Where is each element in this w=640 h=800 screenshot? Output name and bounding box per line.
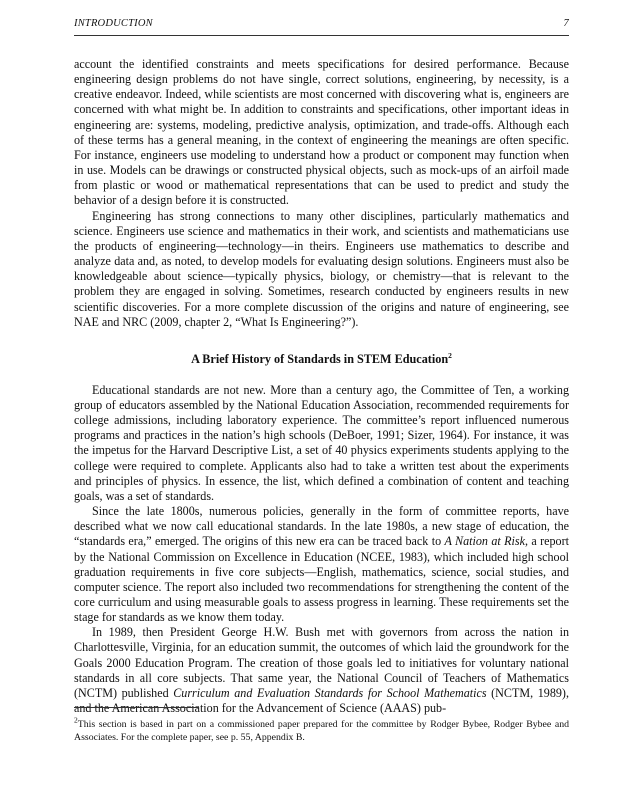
paragraph: Educational standards are not new. More than a century ago, the Committee of Ten, a working group of educators assembled by the National Education Association, recommended requirements for college admissions, including laboratory experience. The committee’s report influenced numerous programs and practices in the nation’s high schools (DeBoer, 1991; Sizer, 1964). For instance, it was the impetus for the Harvard Descriptive List, a set of 40 physics experiments students applying to the college were required to complete. Applicants also had to take a written test about the experiments and principles of physics. In essence, the list, which defined a combination of content and teaching goals, was a set of standards. bbox=[74, 382, 569, 503]
main-text bbox=[74, 57, 569, 716]
section-heading-text: A Brief History of Standards in STEM Education bbox=[191, 351, 449, 366]
cited-title: A Nation at Risk bbox=[444, 534, 525, 549]
section-title: INTRODUCTION bbox=[74, 18, 153, 29]
footnote-rule bbox=[74, 707, 198, 708]
footnote-reference: 2 bbox=[448, 350, 452, 360]
paragraph: Engineering has strong connections to many other disciplines, particularly mathematics and science. Engineers use science and mathematics in their work, and scientists and mathematicians use the products of engineering—technology—in theirs. Engineers use mathematics to describe and analyze data and, as noted, to develop models for evaluating design solutions. Engineers must also be knowledgeable about science—typically physics, biology, or chemistry—that is relevant to the problem they are engaged in solving. Sometimes, research conducted by engineers results in new scientific discoveries. For a more complete discussion of the origins and nature of engineering, see NAE and NRC (2009, chapter 2, “What Is Engineering?”). bbox=[74, 208, 569, 329]
page-number: 7 bbox=[563, 18, 569, 29]
paragraph bbox=[74, 504, 569, 625]
section-heading bbox=[74, 352, 569, 367]
footnote-text: This section is based in part on a commissioned paper prepared for the committee by Rodger Bybee, Rodger Bybee and Associates. For the complete paper, see p. 55, Appendix B. bbox=[74, 719, 569, 743]
footnote-mark: 2 bbox=[74, 715, 78, 725]
paragraph-text: In 1989, then President George H.W. Bush met with governors from across the nation in Charlottesville, Virginia, for an education summit, the outcomes of which laid the groundwork for the Goals 2000 Education Program. The creation of those goals led to initiatives for voluntary national standards in all core subjects. That same year, the National Council of Teachers of Mathematics (NCTM) published bbox=[74, 625, 569, 700]
header-rule bbox=[74, 35, 569, 36]
paragraph-text: Since the late 1800s, numerous policies, generally in the form of committee reports, have described what we now call educational standards. In the late 1980s, a new stage of education, the “standards era,” emerged. The origins of this new era can be traced back to bbox=[74, 504, 569, 549]
cited-title: Curriculum and Evaluation Standards for School Mathematics bbox=[173, 685, 487, 700]
running-header bbox=[74, 18, 569, 34]
paragraph bbox=[74, 625, 569, 716]
paragraph: account the identified constraints and meets specifications for desired performance. Because engineering design problems do not have single, correct solutions, engineering, by necessity, is a creative endeavor. Indeed, while scientists are most concerned with discovering what is, engineers are concerned with what might be. In addition to constraints and specifications, other important ideas in engineering are: systems, modeling, predictive analysis, optimization, and trade-offs. Although each of these terms has a general meaning, in the context of engineering the meanings are often specific. For instance, engineers use modeling to understand how a product or component may function when in use. Models can be drawings or constructed physical objects, such as mock-ups of an airfoil made from plastic or wood or mathematical representations that can be used to predict and study the behavior of a design before it is constructed. bbox=[74, 57, 569, 208]
footnote bbox=[74, 715, 569, 744]
paragraph-text: , a report by the National Commission on Excellence in Education (NCEE, 1983), which included high school graduation requirements in five core subjects—English, mathematics, science, social studies, and computer science. The report also included two recommendations for strengthening the content of the core curriculum and using measurable goals to assess progress in learning. These requirements set the stage for standards as we know them today. bbox=[74, 534, 569, 625]
paragraph-text: (NCTM, 1989), and the American Association for the Advancement of Science (AAAS) pub- bbox=[74, 685, 569, 716]
